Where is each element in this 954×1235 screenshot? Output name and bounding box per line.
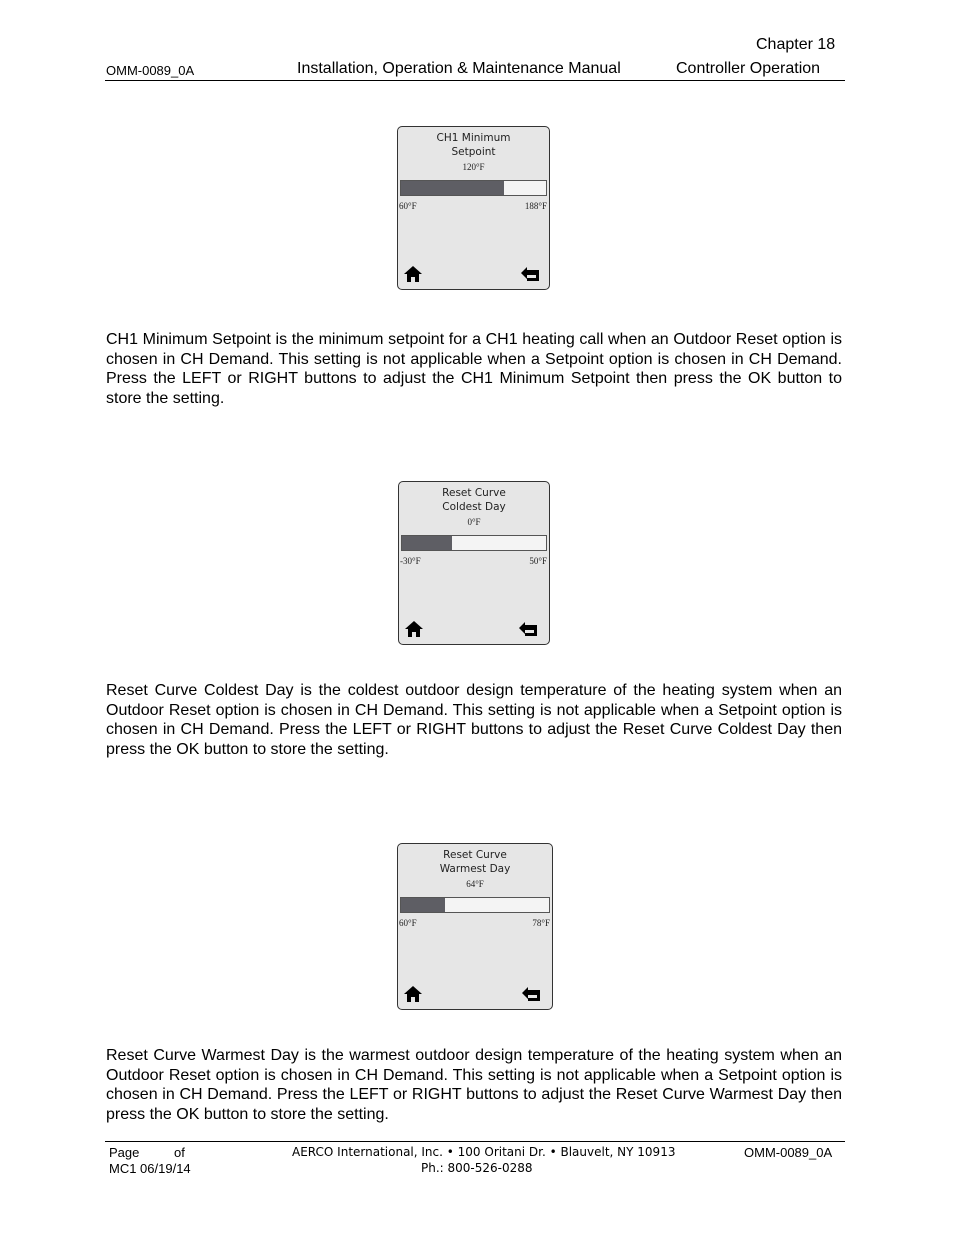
section-title: Controller Operation: [676, 60, 821, 77]
paragraph-reset-curve-warmest-day: Reset Curve Warmest Day is the warmest outdoor design temperature of the heating system when an Outdoor Reset option is chosen in CH Demand. This setting is not applicable when a Setpoint option is chosen in CH Demand. Press the LEFT or RIGHT buttons to adjust the Reset Curve Warmest Day then press the OK button to store the setting.: [106, 1047, 842, 1123]
setpoint-slider[interactable]: [400, 897, 550, 913]
screen-title-line1: CH1 Minimum: [436, 132, 511, 144]
footer-divider: [105, 1141, 845, 1142]
paragraph-reset-curve-coldest-day: Reset Curve Coldest Day is the coldest outdoor design temperature of the heating system when an Outdoor Reset option is chosen in CH Demand. This setting is not applicable when a Setpoint option is chosen in CH Demand. Press the LEFT or RIGHT buttons to adjust the Reset Curve Coldest Day then press the OK button to store the setting.: [106, 682, 842, 758]
slider-max-label: 78°F: [532, 918, 550, 928]
screen-title-line2: Setpoint: [451, 146, 496, 158]
slider-fill: [401, 181, 504, 195]
setpoint-slider[interactable]: [401, 535, 547, 551]
slider-min-label: 60°F: [399, 201, 417, 211]
footer-doc-number: OMM-0089_0A: [744, 1145, 833, 1160]
slider-min-label: 60°F: [399, 918, 417, 928]
screen-value: 0°F: [467, 517, 481, 527]
slider-max-label: 50°F: [529, 556, 547, 566]
screen-title-line1: Reset Curve: [443, 849, 507, 861]
footer-phone: Ph.: 800-526-0288: [421, 1161, 533, 1175]
slider-fill: [402, 536, 452, 550]
header-doc-number: OMM-0089_0A: [106, 63, 195, 78]
return-arrow-icon[interactable]: [519, 264, 541, 284]
paragraph-ch1-minimum-setpoint: CH1 Minimum Setpoint is the minimum setpoint for a CH1 heating call when an Outdoor Reset option is chosen in CH Demand. This setting is not applicable when a Setpoint option is chosen in CH Demand. Press the LEFT or RIGHT buttons to adjust the CH1 Minimum Setpoint then press the OK button to store the setting.: [106, 331, 842, 407]
slider-fill: [401, 898, 445, 912]
footer-page-label: Page: [109, 1145, 140, 1160]
return-arrow-icon[interactable]: [517, 619, 539, 639]
setpoint-slider[interactable]: [400, 180, 547, 196]
chapter-label: Chapter 18: [756, 36, 836, 53]
reset-curve-warmest-day-screen: [397, 843, 553, 1010]
screen-title-line1: Reset Curve: [442, 487, 506, 499]
screen-value: 120°F: [462, 162, 485, 172]
home-icon[interactable]: [402, 984, 424, 1004]
manual-title: Installation, Operation & Maintenance Manual: [297, 60, 621, 77]
footer-revision: MC1 06/19/14: [109, 1161, 191, 1176]
ch1-minimum-setpoint-screen: [397, 126, 550, 290]
return-arrow-icon[interactable]: [520, 984, 542, 1004]
slider-min-label: -30°F: [400, 556, 421, 566]
footer-of-label: of: [174, 1145, 185, 1160]
header-divider: [105, 80, 845, 81]
screen-value: 64°F: [466, 879, 484, 889]
footer-address: AERCO International, Inc. • 100 Oritani Dr. • Blauvelt, NY 10913: [292, 1145, 676, 1159]
reset-curve-coldest-day-screen: [398, 481, 550, 645]
screen-title-line2: Coldest Day: [442, 501, 506, 513]
home-icon[interactable]: [403, 619, 425, 639]
screen-title-line2: Warmest Day: [439, 863, 511, 875]
home-icon[interactable]: [402, 264, 424, 284]
slider-max-label: 188°F: [524, 201, 547, 211]
